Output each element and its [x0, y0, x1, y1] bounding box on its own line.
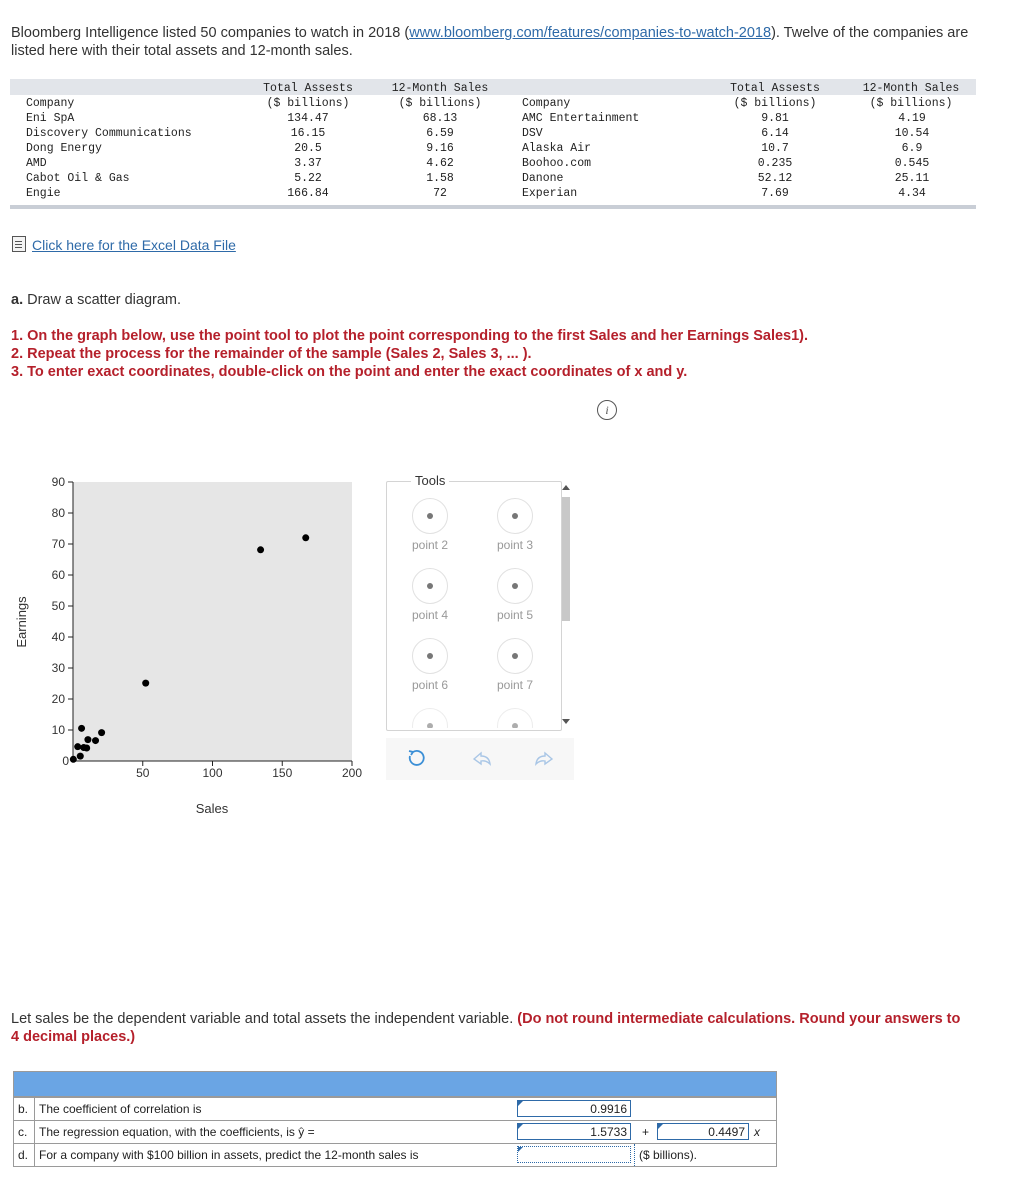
right-row-company: Boohoo.com [522, 157, 592, 170]
left-row-sales: 72 [433, 187, 447, 200]
header-total-assets-right: Total Assests ($ billions) [730, 82, 820, 110]
header-company-right: Company [522, 97, 571, 110]
header-total-assets-left: Total Assests ($ billions) [263, 82, 353, 110]
data-point[interactable] [142, 680, 149, 687]
header-company-left: Company [26, 97, 75, 110]
plot-area[interactable] [73, 482, 352, 761]
data-point[interactable] [302, 534, 309, 541]
origin-label: 0 [62, 754, 69, 768]
answer-table [13, 1071, 777, 1167]
tool-point-6[interactable]: point 6 [390, 638, 470, 692]
left-row-sales: 1.58 [426, 172, 454, 185]
flag-icon [658, 1124, 663, 1129]
right-row-company: Danone [522, 172, 564, 185]
right-row-sales: 0.545 [894, 157, 930, 170]
right-row-assets: 7.69 [761, 187, 789, 200]
point-icon [412, 638, 448, 674]
data-point[interactable] [92, 737, 99, 744]
y-tick-label: 60 [51, 568, 65, 582]
left-row-assets: 3.37 [294, 157, 322, 170]
reset-icon[interactable] [404, 747, 428, 771]
instruction-3: 3. To enter exact coordinates, double-click on the point and enter the exact coordinates of x and y. [11, 364, 688, 380]
part-bcd-prompt: Let sales be the dependent variable and total assets the independent variable. (Do not round intermediate calculations. Round your answers to 4 decimal places.) [11, 1011, 961, 1045]
tool-point-2[interactable]: point 2 [390, 498, 470, 552]
units-label: ($ billions). [634, 1144, 697, 1166]
document-icon [12, 236, 26, 252]
instruction-1: 1. On the graph below, use the point tool to plot the point corresponding to the first Sales and her Earnings Sales1). [11, 328, 809, 344]
tool-point-5[interactable]: point 5 [475, 568, 555, 622]
correlation-input[interactable]: 0.9916 [517, 1100, 631, 1117]
data-point[interactable] [78, 725, 85, 732]
tools-scrollbar[interactable] [559, 481, 573, 729]
tool-point-7[interactable]: point 7 [475, 638, 555, 692]
left-row-assets: 16.15 [290, 127, 326, 140]
left-row-sales: 68.13 [422, 112, 458, 125]
point-icon [497, 638, 533, 674]
right-row-company: Experian [522, 187, 578, 200]
right-row-company: AMC Entertainment [522, 112, 640, 125]
y-tick-label: 80 [51, 506, 65, 520]
right-row-sales: 4.19 [898, 112, 926, 125]
point-icon [497, 568, 533, 604]
left-row-company: Discovery Communications [26, 127, 192, 140]
point-icon [497, 708, 533, 728]
data-point[interactable] [77, 753, 84, 760]
y-tick-label: 10 [51, 723, 65, 737]
data-point[interactable] [74, 743, 81, 750]
left-row-sales: 9.16 [426, 142, 454, 155]
left-row-company: Dong Energy [26, 142, 102, 155]
y-tick-label: 20 [51, 692, 65, 706]
header-sales-left: 12-Month Sales ($ billions) [391, 82, 489, 110]
right-row-company: Alaska Air [522, 142, 592, 155]
left-row-sales: 4.62 [426, 157, 454, 170]
instructions [11, 327, 808, 381]
right-row-company: DSV [522, 127, 543, 140]
plus-sign: + [642, 1125, 650, 1139]
bloomberg-link[interactable]: www.bloomberg.com/features/companies-to-watch-2018 [409, 25, 772, 41]
scatter-chart[interactable] [0, 470, 380, 820]
slope-input[interactable]: 0.4497 [657, 1123, 749, 1140]
excel-data-link[interactable]: Click here for the Excel Data File [12, 236, 236, 253]
tool-point-4[interactable]: point 4 [390, 568, 470, 622]
right-row-sales: 10.54 [894, 127, 930, 140]
answer-table-header [14, 1072, 776, 1097]
right-row-sales: 25.11 [894, 172, 930, 185]
intercept-input[interactable]: 1.5733 [517, 1123, 631, 1140]
y-tick-label: 70 [51, 537, 65, 551]
left-row-assets: 20.5 [294, 142, 322, 155]
right-row-assets: 6.14 [761, 127, 789, 140]
answer-row-c: c. The regression equation, with the coefficients, is ŷ = 1.5733 + 0.4497 x [14, 1120, 776, 1143]
data-point[interactable] [98, 729, 105, 736]
x-variable: x [754, 1125, 760, 1139]
data-point[interactable] [70, 756, 77, 763]
info-icon[interactable]: i [597, 400, 617, 420]
right-row-assets: 0.235 [757, 157, 793, 170]
x-tick-label: 150 [272, 766, 293, 780]
left-row-company: AMD [26, 157, 47, 170]
right-row-sales: 6.9 [901, 142, 923, 155]
left-row-sales: 6.59 [426, 127, 454, 140]
data-point[interactable] [80, 744, 87, 751]
scroll-thumb[interactable] [562, 497, 570, 621]
y-tick-label: 40 [51, 630, 65, 644]
tools-panel [386, 473, 574, 781]
right-row-assets: 10.7 [761, 142, 789, 155]
intro-text: Bloomberg Intelligence listed 50 companies to watch in 2018 (www.bloomberg.com/features/companies-to-watch-2018). Twelve of the companies are listed here with their total assets and 12-month sales. [11, 25, 969, 59]
data-point[interactable] [257, 546, 264, 553]
answer-row-d: d. For a company with $100 billion in assets, predict the 12-month sales is ($ billions). [14, 1143, 776, 1166]
scroll-up-icon[interactable] [562, 485, 570, 490]
left-row-assets: 166.84 [287, 187, 329, 200]
left-row-company: Cabot Oil & Gas [26, 172, 130, 185]
left-row-company: Engie [26, 187, 61, 200]
x-tick-label: 200 [341, 766, 363, 780]
flag-icon [518, 1147, 523, 1152]
company-data-table [10, 79, 976, 209]
graph-toolbar [386, 738, 574, 780]
x-axis-label: Sales [195, 801, 229, 816]
header-sales-right: 12-Month Sales ($ billions) [862, 82, 960, 110]
table-footer-bar [10, 205, 976, 209]
left-row-company: Eni SpA [26, 112, 75, 125]
point-icon [412, 708, 448, 728]
tool-point-3[interactable]: point 3 [475, 498, 555, 552]
scroll-down-icon[interactable] [562, 719, 570, 724]
point-icon [412, 498, 448, 534]
tools-frame [386, 473, 562, 731]
y-axis-label: Earnings [14, 596, 29, 648]
part-a-prompt: a. Draw a scatter diagram. [11, 292, 182, 308]
right-row-sales: 4.34 [898, 187, 926, 200]
y-tick-label: 50 [51, 599, 65, 613]
point-icon [497, 498, 533, 534]
flag-icon [518, 1101, 523, 1106]
flag-icon [518, 1124, 523, 1129]
x-tick-label: 100 [202, 766, 223, 780]
instruction-2: 2. Repeat the process for the remainder of the sample (Sales 2, Sales 3, ... ). [11, 346, 532, 362]
y-tick-label: 90 [51, 475, 65, 489]
left-row-assets: 134.47 [287, 112, 329, 125]
tool-point-9-partial[interactable] [475, 708, 555, 728]
redo-icon[interactable] [532, 747, 556, 771]
right-row-assets: 52.12 [757, 172, 793, 185]
tools-title: Tools [411, 473, 449, 488]
tool-point-8-partial[interactable] [390, 708, 470, 728]
answer-row-b: b. The coefficient of correlation is 0.9916 [14, 1097, 776, 1120]
right-row-assets: 9.81 [761, 112, 789, 125]
x-tick-label: 50 [136, 766, 150, 780]
data-point[interactable] [84, 736, 91, 743]
prediction-input[interactable] [517, 1146, 631, 1163]
left-row-assets: 5.22 [294, 172, 322, 185]
undo-icon[interactable] [470, 747, 494, 771]
point-icon [412, 568, 448, 604]
y-tick-label: 30 [51, 661, 65, 675]
